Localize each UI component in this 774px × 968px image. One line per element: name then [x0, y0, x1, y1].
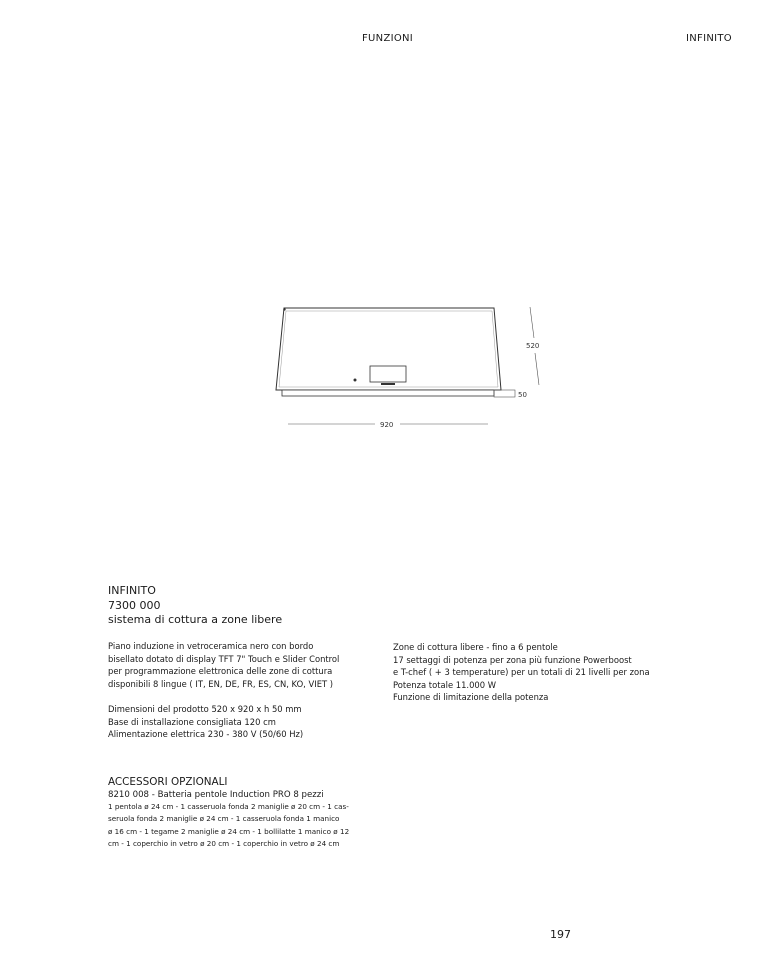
height-dimension-box: [494, 390, 515, 397]
description-right-column: [393, 641, 650, 704]
accessory-detail-line: cm - 1 coperchio in vetro ø 20 cm - 1 coperchio in vetro ø 24 cm: [108, 839, 340, 849]
depth-dimension-label: 520: [526, 342, 540, 350]
accessories-title: ACCESSORI OPZIONALI: [108, 776, 228, 788]
accessory-detail-line: 1 pentola ø 24 cm - 1 casseruola fonda 2 maniglie ø 20 cm - 1 cas-: [108, 802, 349, 811]
description-left-column: [108, 640, 339, 741]
optional-accessories: [108, 776, 382, 851]
spec-line: Dimensioni del prodotto 520 x 920 x h 50 mm: [108, 703, 302, 714]
product-name: INFINITO: [108, 584, 156, 597]
corner-marker: [283, 308, 285, 310]
spec-line: Base di installazione consigliata 120 cm: [108, 716, 276, 727]
cooktop-tft-display: [370, 366, 406, 382]
page-number: 197: [550, 928, 571, 941]
description-line: bisellato dotato di display TFT 7" Touch e Slider Control: [108, 653, 340, 664]
header-section-title: FUNZIONI: [362, 33, 414, 44]
feature-line: e T-chef ( + 3 temperature) per un totali di 21 livelli per zona: [393, 667, 650, 678]
product-title-block: [108, 584, 282, 628]
feature-line: Funzione di limitazione della potenza: [393, 692, 549, 703]
product-code: 7300 000: [108, 598, 161, 612]
feature-line: Zone di cottura libere - fino a 6 pentole: [393, 642, 558, 652]
power-touch-dot: [354, 379, 357, 382]
description-line: Piano induzione in vetroceramica nero con bordo: [108, 641, 314, 651]
spec-line: Alimentazione elettrica 230 - 380 V (50/60 Hz): [108, 729, 304, 740]
display-base-strip: [381, 383, 395, 385]
description-line: disponibili 8 lingue ( IT, EN, DE, FR, ES, CN, KO, VIET ): [108, 678, 334, 689]
accessory-detail-line: seruola fonda 2 maniglie ø 24 cm - 1 casseruola fonda 1 manico: [108, 814, 340, 824]
depth-dimension-line-upper: [530, 307, 534, 338]
height-dimension-label: 50: [518, 391, 527, 399]
header-product-name: INFINITO: [686, 33, 732, 44]
feature-line: 17 settaggi di potenza per zona più funzione Powerboost: [393, 654, 632, 665]
product-subtitle: sistema di cottura a zone libere: [108, 613, 283, 626]
accessory-detail-line: ø 16 cm - 1 tegame 2 maniglie ø 24 cm - 1 bollilatte 1 manico ø 12: [108, 826, 350, 836]
description-line: per programmazione elettronica delle zone di cottura: [108, 666, 333, 677]
depth-dimension-line-lower: [535, 353, 539, 385]
feature-line: Potenza totale 11.000 W: [393, 679, 497, 690]
cooktop-base-plate: [282, 390, 494, 396]
accessory-item: 8210 008 - Batteria pentole Induction PRO 8 pezzi: [108, 790, 324, 800]
width-dimension-label: 920: [380, 421, 394, 429]
